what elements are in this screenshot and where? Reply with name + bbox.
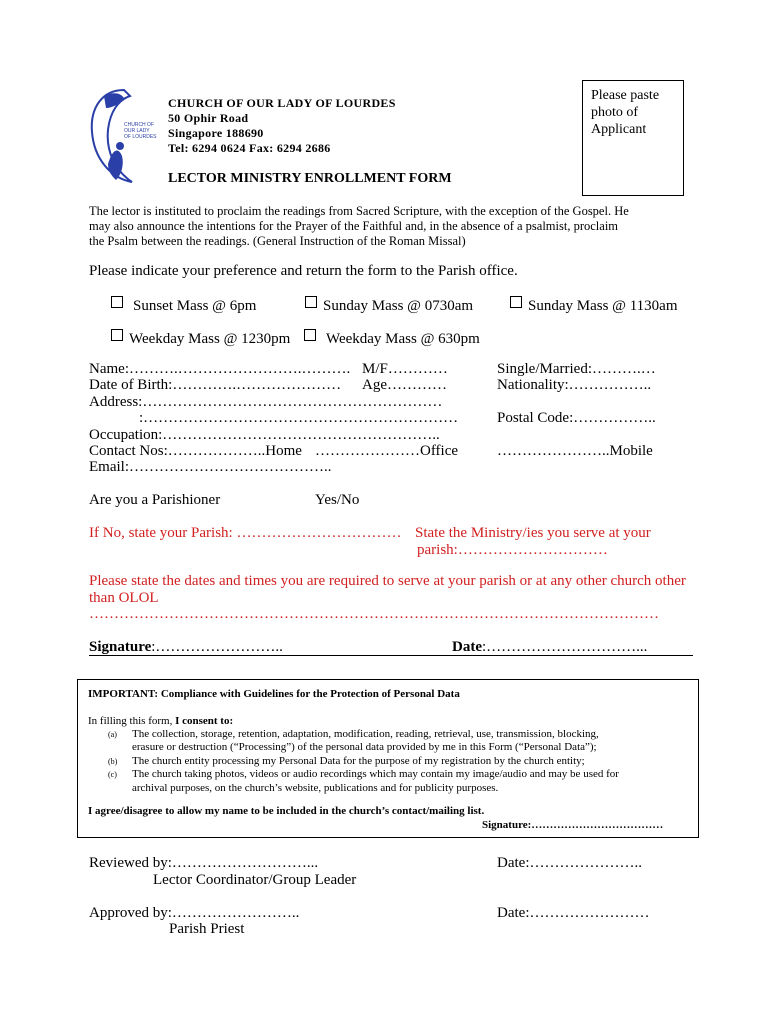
date-field[interactable] (452, 639, 647, 656)
form-title: LECTOR MINISTRY ENROLLMENT FORM (168, 171, 452, 186)
nationality-field[interactable]: Nationality:…………….. (497, 377, 652, 393)
reviewed-by-field[interactable]: Reviewed by:………………………... (89, 855, 319, 871)
parishioner-question: Are you a Parishioner (89, 492, 221, 508)
mass-option-label: Sunday Mass @ 1130am (528, 298, 678, 314)
mailing-list-consent[interactable]: I agree/disagree to allow my name to be included in the church’s contact/mailing list. (88, 805, 485, 817)
mass-option[interactable] (304, 329, 480, 348)
marital-field[interactable]: Single/Married:……….… (497, 361, 656, 377)
preference-prompt: Please indicate your preference and return the form to the Parish office. (89, 263, 518, 279)
ministries-field[interactable] (415, 525, 651, 559)
office-phone-field[interactable]: …………………Office (315, 443, 459, 459)
signature-label: Signature (89, 639, 152, 655)
church-address: 50 Ophir Road (168, 111, 249, 125)
serve-dates-line: Please state the dates and times you are required to serve at your parish or at any other church other (89, 573, 686, 589)
mass-option-label: Sunset Mass @ 6pm (133, 298, 257, 314)
divider (89, 655, 693, 656)
intro-text (89, 204, 629, 249)
consent-item (108, 768, 619, 795)
ministries-line: State the Ministry/ies you serve at your (415, 525, 651, 541)
occupation-field[interactable]: Occupation:……………………………………………….. (89, 427, 440, 443)
consent-marker: (c) (108, 770, 117, 780)
mass-option[interactable] (305, 296, 473, 315)
intro-line: The lector is instituted to proclaim the readings from Sacred Scripture, with the exception of the Gospel. He (89, 204, 629, 218)
church-header (168, 96, 396, 156)
mass-option-label: Weekday Mass @ 630pm (326, 331, 480, 347)
consent-item (108, 755, 619, 768)
name-field[interactable]: Name:……….…………………….………. (89, 361, 351, 377)
church-name: CHURCH OF OUR LADY OF LOURDES (168, 96, 396, 110)
logo-line: CHURCH OF (124, 122, 154, 128)
parishioner-options[interactable]: Yes/No (315, 492, 360, 508)
photo-box-label: Please paste photo of Applicant (591, 88, 660, 137)
logo-line: OUR LADY (124, 128, 150, 134)
church-contact: Tel: 6294 0624 Fax: 6294 2686 (168, 141, 331, 155)
consent-line: The collection, storage, retention, adaptation, modification, reading, retrieval, use, transmission, blocking, (132, 728, 599, 740)
consent-marker: (a) (108, 730, 117, 739)
consent-line: The church taking photos, videos or audio recordings which may contain my image/audio and may be used for (132, 768, 619, 781)
approved-by-field[interactable]: Approved by:…………………….. (89, 905, 300, 921)
mass-option[interactable] (111, 296, 256, 315)
email-field[interactable]: Email:………………………………….. (89, 459, 332, 475)
signature-field[interactable] (89, 639, 283, 656)
checkbox[interactable] (510, 296, 522, 308)
checkbox[interactable] (305, 296, 317, 308)
date-label: Date (452, 639, 482, 655)
mass-option-label: Sunday Mass @ 0730am (323, 298, 474, 314)
serve-dates-question (89, 573, 686, 607)
church-city: Singapore 188690 (168, 126, 264, 140)
logo-line: OF LOURDES (124, 134, 157, 140)
intro-line: the Psalm between the readings. (General Instruction of the Roman Missal) (89, 234, 466, 248)
mass-option-label: Weekday Mass @ 1230pm (129, 331, 291, 347)
checkbox[interactable] (111, 329, 123, 341)
ministries-line: parish:………………………… (417, 542, 608, 558)
age-field[interactable]: Age………… (362, 377, 447, 393)
approver-role: Parish Priest (169, 921, 245, 937)
serve-dates-field[interactable]: …………………………………………………………………………………………………… (89, 606, 659, 622)
reviewer-role: Lector Coordinator/Group Leader (153, 872, 357, 888)
address-field[interactable]: Address:…………………………………………………… (89, 394, 443, 410)
reviewed-date-field[interactable]: Date:………………….. (497, 855, 642, 871)
consent-line: The church entity processing my Personal Data for the purpose of my registration by the church entity; (132, 754, 585, 767)
consent-item (108, 728, 619, 755)
consent-title: IMPORTANT: Compliance with Guidelines for the Protection of Personal Data (88, 688, 460, 700)
consent-list (108, 728, 619, 795)
consent-lead-bold: I consent to: (175, 715, 234, 727)
home-phone-field[interactable]: Contact Nos:………………..Home (89, 443, 302, 459)
intro-line: may also announce the intentions for the Prayer of the Faithful and, in the absence of a psalmist, proclaim (89, 219, 619, 233)
checkbox[interactable] (111, 296, 123, 308)
personal-data-consent-box (77, 679, 699, 838)
serve-dates-line: than OLOL (89, 590, 159, 606)
date-dots: :…………………………... (482, 639, 648, 655)
approved-date-field[interactable]: Date:…………………… (497, 905, 650, 921)
consent-lead (88, 715, 233, 727)
parish-field[interactable]: If No, state your Parish: …………………………… (89, 525, 402, 541)
consent-marker: (b) (108, 756, 118, 766)
postal-field[interactable]: Postal Code:…………….. (497, 410, 656, 426)
mass-option[interactable] (510, 296, 678, 315)
mass-option[interactable] (111, 329, 290, 348)
consent-lead-text: In filling this form, (88, 715, 176, 727)
mobile-field[interactable]: …………………..Mobile (497, 443, 653, 459)
consent-line: archival purposes, on the church’s website, publications and for publicity purposes. (132, 781, 499, 794)
checkbox[interactable] (304, 329, 316, 341)
dob-field[interactable]: Date of Birth:………….………………… (89, 377, 342, 393)
signature-dots: :…………………….. (151, 639, 283, 655)
church-logo (84, 86, 164, 186)
photo-box[interactable] (582, 80, 684, 196)
consent-signature-field[interactable]: Signature:……………………………… (482, 819, 664, 831)
consent-line: erasure or destruction (“Processing”) of the personal data provided by me in this Form (“Personal Data”); (132, 741, 597, 754)
address-field-line2[interactable]: :……………………………………………………… (139, 410, 459, 426)
gender-field[interactable]: M/F………… (362, 361, 448, 377)
